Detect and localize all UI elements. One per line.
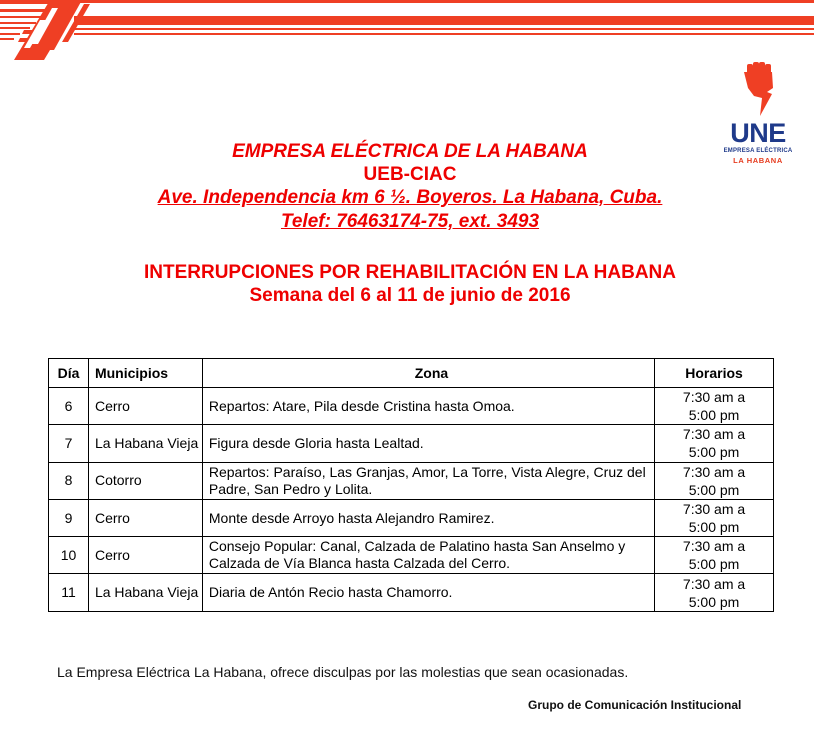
cell-dia: 11 [49, 574, 89, 611]
document-title: INTERRUPCIONES POR REHABILITACIÓN EN LA HABANA [143, 262, 676, 283]
cell-municipio: Cerro [88, 537, 202, 574]
horario-start: 7:30 am a [682, 538, 746, 555]
cell-horario [655, 462, 774, 499]
horario-start: 7:30 am a [682, 463, 746, 480]
unit-name: UEB-CIAC [363, 164, 457, 185]
cell-municipio: Cerro [88, 499, 202, 536]
raised-fist-lightning-icon [718, 58, 798, 120]
header-stripes-banner [0, 0, 814, 60]
column-header-dia: Día [49, 359, 89, 388]
horario-end: 5:00 pm [688, 556, 740, 573]
cell-zona: Diaria de Antón Recio hasta Chamorro. [202, 574, 654, 611]
company-address: Ave. Independencia km 6 ½. Boyeros. La Habana, Cuba. [157, 187, 663, 208]
horario-start: 7:30 am a [682, 501, 746, 518]
horario-end: 5:00 pm [688, 519, 740, 536]
signature: Grupo de Comunicación Institucional [528, 698, 742, 712]
horario-start: 7:30 am a [682, 389, 746, 406]
cell-horario [655, 537, 774, 574]
table-row [49, 388, 774, 425]
logo-subtitle-habana: LA HABANA [733, 156, 783, 165]
horario-end: 5:00 pm [688, 407, 740, 424]
cell-municipio: La Habana Vieja [88, 425, 202, 462]
cell-dia: 9 [49, 499, 89, 536]
logo-une-text: UNE [730, 118, 786, 148]
table-row [49, 499, 774, 536]
cell-zona: Repartos: Paraíso, Las Granjas, Amor, La Torre, Vista Alegre, Cruz del Padre, San Pedro y Lolita. [202, 462, 654, 499]
cell-dia: 8 [49, 462, 89, 499]
cell-horario [655, 574, 774, 611]
week-range: Semana del 6 al 11 de junio de 2016 [249, 285, 571, 306]
table-header-row [49, 359, 774, 388]
column-header-zona: Zona [202, 359, 654, 388]
cell-dia: 7 [49, 425, 89, 462]
cell-horario [655, 499, 774, 536]
cell-municipio: Cerro [88, 388, 202, 425]
cell-horario [655, 388, 774, 425]
horario-end: 5:00 pm [688, 481, 740, 498]
horario-start: 7:30 am a [682, 426, 746, 443]
cell-zona: Figura desde Gloria hasta Lealtad. [202, 425, 654, 462]
table-row [49, 574, 774, 611]
table-row [49, 537, 774, 574]
company-phone: Telef: 76463174-75, ext. 3493 [280, 211, 540, 232]
horario-start: 7:30 am a [682, 575, 746, 592]
column-header-municipios: Municipios [88, 359, 202, 388]
interruptions-table [48, 358, 774, 612]
cell-zona: Consejo Popular: Canal, Calzada de Palatino hasta San Anselmo y Calzada de Vía Blanca hasta Calzada del Cerro. [202, 537, 654, 574]
cell-zona: Monte desde Arroyo hasta Alejandro Ramirez. [202, 499, 654, 536]
horario-end: 5:00 pm [688, 444, 740, 461]
cell-dia: 6 [49, 388, 89, 425]
cell-horario [655, 425, 774, 462]
table-row [49, 425, 774, 462]
horario-end: 5:00 pm [688, 593, 740, 610]
company-name: EMPRESA ELÉCTRICA DE LA HABANA [232, 141, 588, 162]
cell-municipio: Cotorro [88, 462, 202, 499]
logo-subtitle-empresa: EMPRESA ELÉCTRICA [723, 148, 793, 154]
cell-dia: 10 [49, 537, 89, 574]
table-row [49, 462, 774, 499]
apology-note: La Empresa Eléctrica La Habana, ofrece disculpas por las molestias que sean ocasionadas. [57, 664, 629, 680]
column-header-horarios: Horarios [655, 359, 774, 388]
cell-municipio: La Habana Vieja [88, 574, 202, 611]
cell-zona: Repartos: Atare, Pila desde Cristina hasta Omoa. [202, 388, 654, 425]
